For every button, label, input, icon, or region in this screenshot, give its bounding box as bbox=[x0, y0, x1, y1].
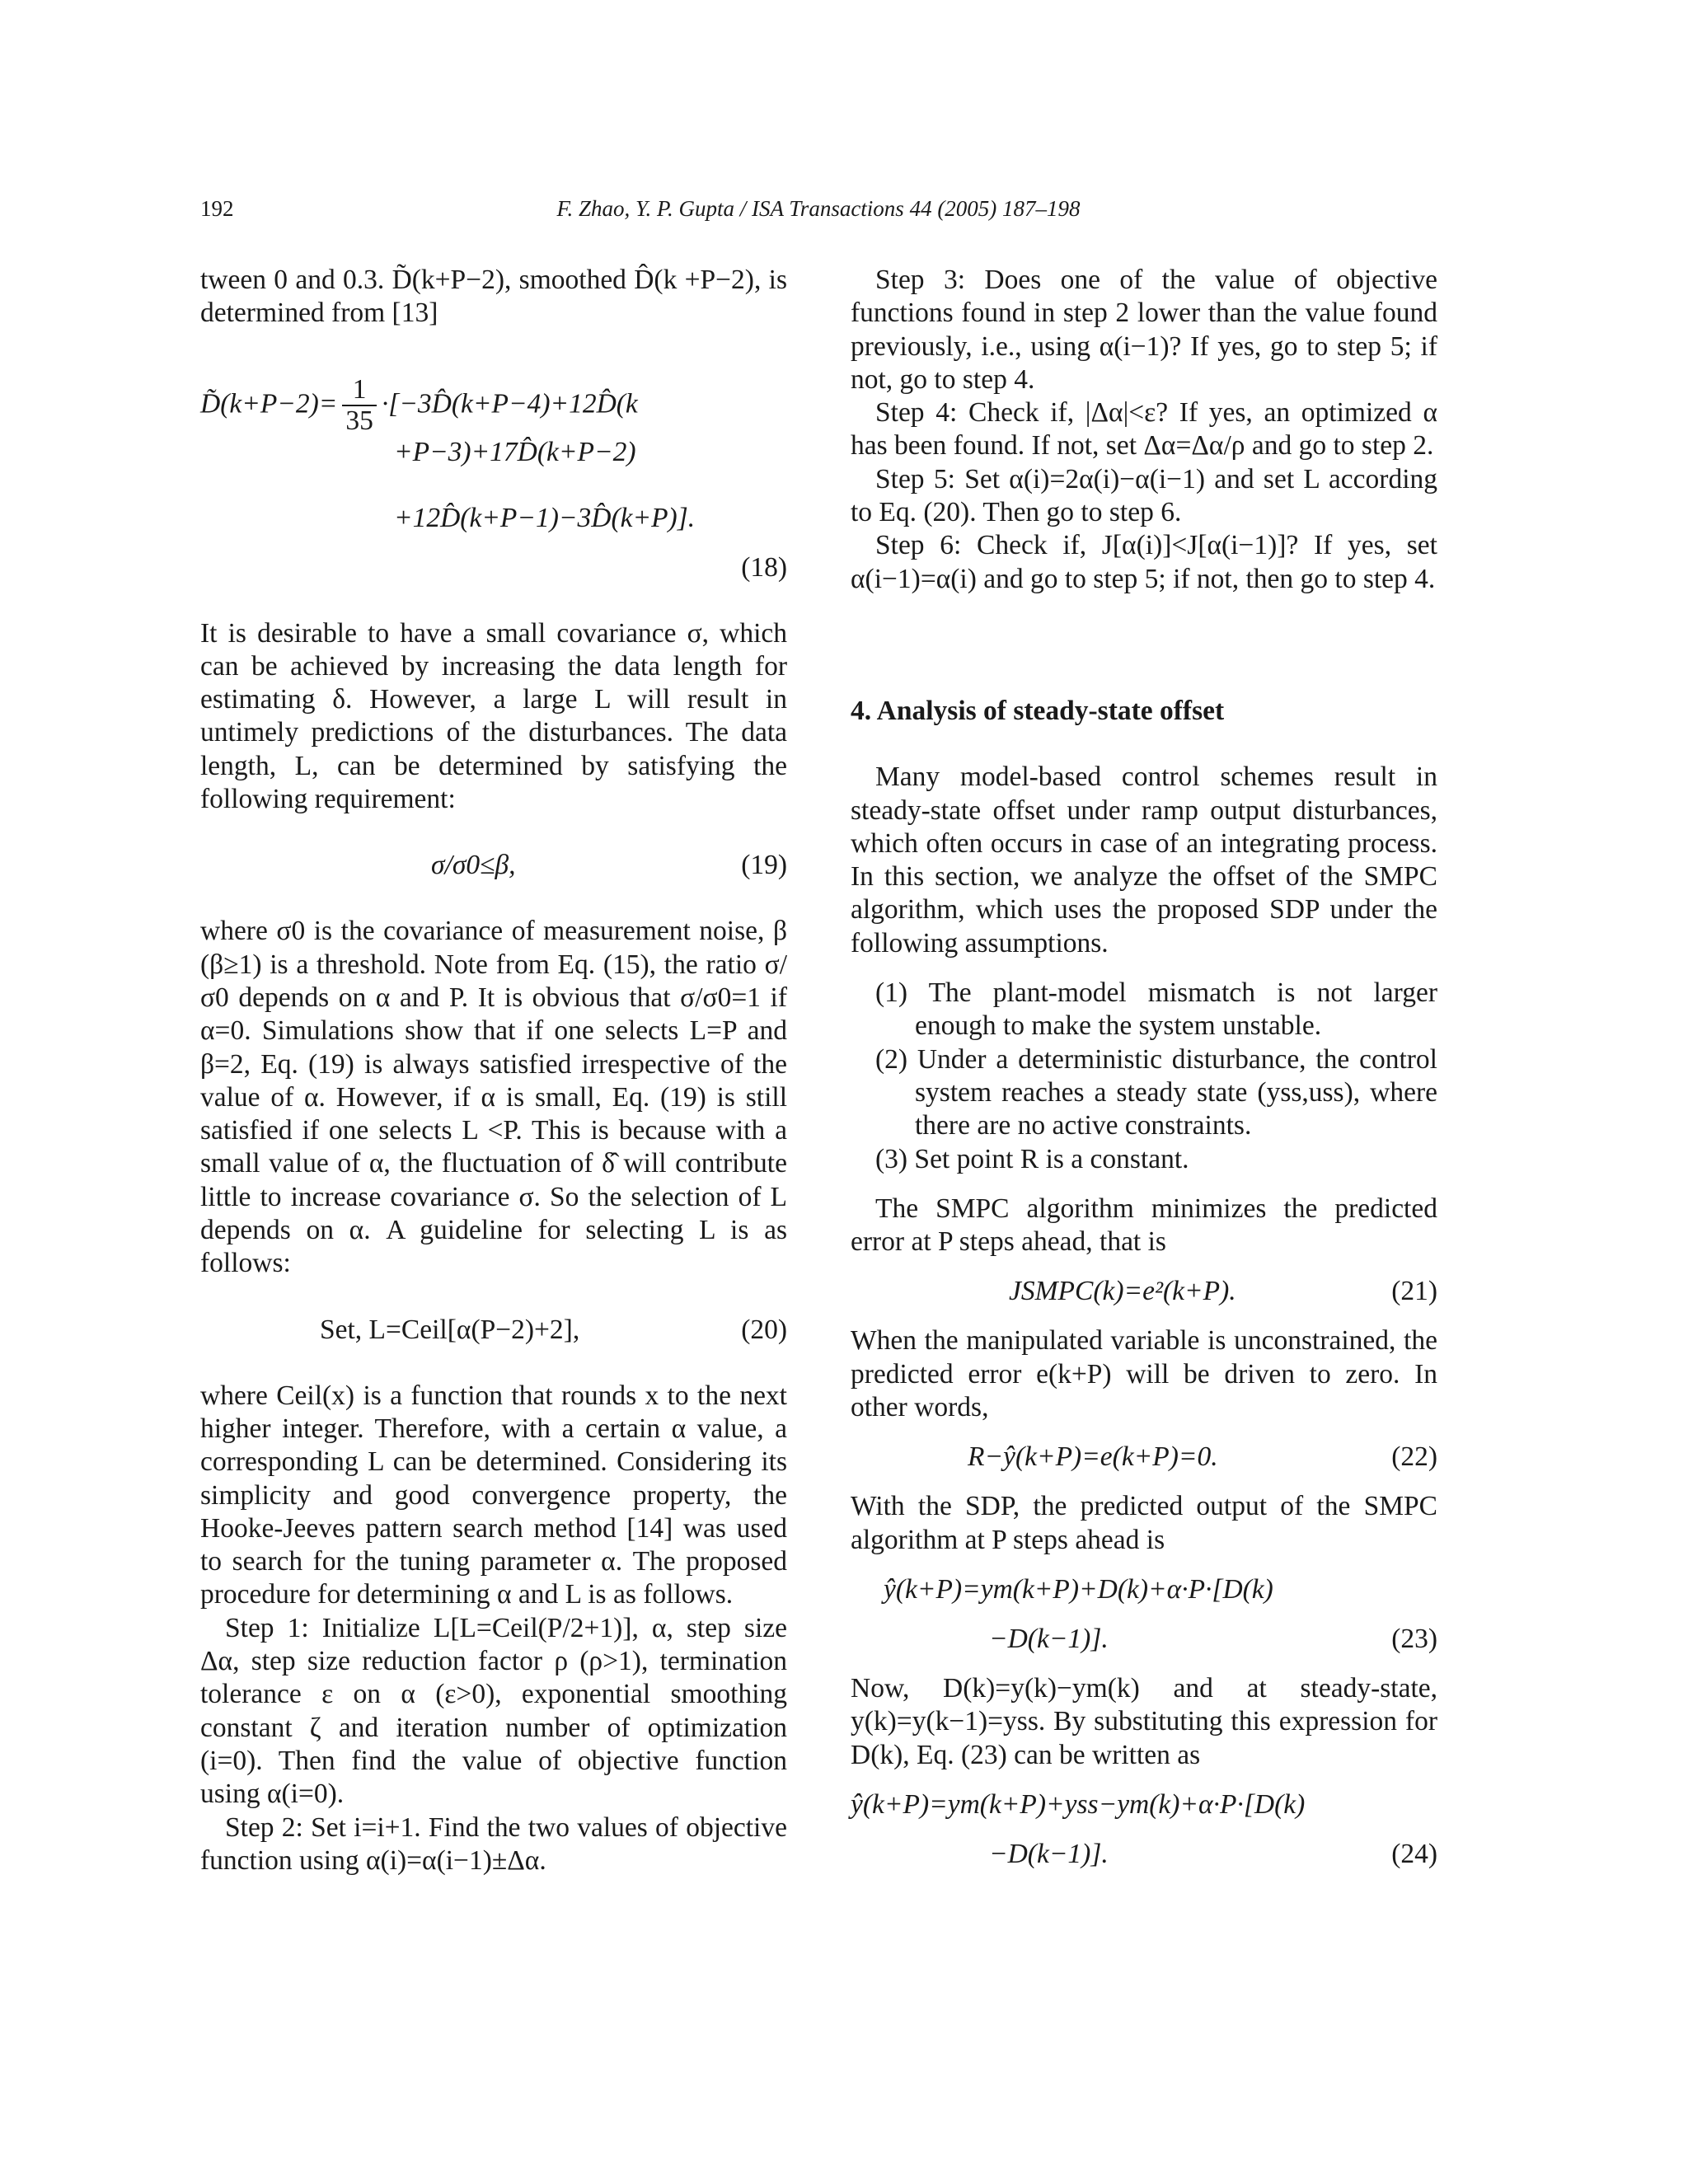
step-6: Step 6: Check if, J[α(i)]<J[α(i−1)]? If yes, set α(i−1)=α(i) and go to step 5; if not, then go to step 4. bbox=[851, 530, 1437, 594]
step-1: Step 1: Initialize L[L=Ceil(P/2+1)], α, step size Δα, step size reduction factor ρ (ρ>1), termination tolerance ε on α (ε>0), exponential smoothing constant ζ and iteration number of optimization (i=0). Then find the value of objective function using α(i=0). bbox=[200, 1612, 787, 1810]
eq18-rhs: ·[−3D̂(k+P−4)+12D̂(k bbox=[381, 388, 638, 419]
eq23-number: (23) bbox=[1391, 1623, 1437, 1654]
equation-23-line1 bbox=[851, 1573, 1437, 1606]
paragraph: Many model-based control schemes result in steady-state offset under ramp output disturbances, which often occurs in case of an integrating process. In this section, we analyze the offset of the SMPC algorithm, which uses the proposed SDP under the following assumptions. bbox=[851, 762, 1437, 958]
step-4: Step 4: Check if, |Δα|<ε? If yes, an optimized α has been found. If not, set Δα=Δα/ρ and go to step 2. bbox=[851, 397, 1437, 462]
eq20-math: Set, L=Ceil[α(P−2)+2], bbox=[320, 1314, 580, 1345]
equation-20 bbox=[200, 1314, 787, 1347]
list-item: (3) Set point R is a constant. bbox=[875, 1143, 1189, 1174]
paragraph: The SMPC algorithm minimizes the predicted error at P steps ahead, that is bbox=[851, 1193, 1437, 1258]
paragraph: where Ceil(x) is a function that rounds x to the next higher integer. Therefore, with a certain α value, a corresponding L can be determined. Considering its simplicity and good convergence property, the Hooke-Jeeves pattern search method [14] was used to search for the tuning parameter α. The proposed procedure for determining α and L is as follows. bbox=[200, 1380, 787, 1610]
equation-18 bbox=[200, 363, 787, 584]
equation-24-line1 bbox=[851, 1788, 1437, 1821]
section-heading: 4. Analysis of steady-state offset bbox=[851, 695, 1225, 726]
assumption-list bbox=[851, 977, 1437, 1176]
step-2: Step 2: Set i=i+1. Find the two values of objective function using α(i)=α(i−1)±Δα. bbox=[200, 1811, 787, 1876]
paragraph: Now, D(k)=y(k)−ym(k) and at steady-state, y(k)=y(k−1)=yss. By substituting this expression for D(k), Eq. (23) can be written as bbox=[851, 1672, 1437, 1770]
eq24-line2: −D(k−1)]. bbox=[989, 1838, 1109, 1869]
paragraph: When the manipulated variable is unconstrained, the predicted error e(k+P) will be driven to zero. In other words, bbox=[851, 1325, 1437, 1423]
eq24-line1: ŷ(k+P)=ym(k+P)+yss−ym(k)+α·P·[D(k) bbox=[851, 1788, 1306, 1820]
step-3: Step 3: Does one of the value of objective functions found in step 2 lower than the value found previously, i.e., using α(i−1)? If yes, go to step 5; if not, go to step 4. bbox=[851, 265, 1437, 395]
equation-19 bbox=[200, 849, 787, 882]
eq22-math: R−ŷ(k+P)=e(k+P)=0. bbox=[968, 1441, 1218, 1473]
paragraph: It is desirable to have a small covariance σ, which can be achieved by increasing the data length for estimating δ. However, a large L will result in untimely predictions of the disturbances. The data length, L, can be determined by satisfying the following requirement: bbox=[200, 617, 787, 815]
page-number: 192 bbox=[200, 196, 234, 221]
equation-23-line2 bbox=[851, 1623, 1437, 1656]
list-item: (1) The plant-model mismatch is not larger enough to make the system unstable. bbox=[875, 977, 1437, 1042]
eq20-number: (20) bbox=[741, 1314, 787, 1345]
eq18-number: (18) bbox=[741, 551, 787, 583]
equation-22 bbox=[851, 1441, 1437, 1474]
paragraph: With the SDP, the predicted output of the SMPC algorithm at P steps ahead is bbox=[851, 1491, 1437, 1555]
page-header bbox=[200, 196, 1437, 229]
eq19-number: (19) bbox=[741, 850, 787, 881]
eq21-math: JSMPC(k)=e²(k+P). bbox=[1009, 1276, 1236, 1307]
running-title: F. Zhao, Y. P. Gupta / ISA Transactions 44 (2005) 187–198 bbox=[556, 196, 1081, 221]
right-column bbox=[851, 264, 1437, 1871]
paragraph: where σ0 is the covariance of measurement noise, β (β≥1) is a threshold. Note from Eq. (15), the ratio σ/σ0 depends on α and P. It is obvious that σ/σ0=1 if α=0. Simulations show that if one selects L=P and β=2, Eq. (19) is always satisfied irrespective of the value of α. However, if α is small, Eq. (19) is still satisfied if one selects L <P. This is because with a small value of α, the fluctuation of δ̂ will contribute little to increase covariance σ. So the selection of L depends on α. A guideline for selecting L is as follows: bbox=[200, 916, 787, 1279]
left-column bbox=[200, 264, 787, 1877]
eq21-number: (21) bbox=[1391, 1276, 1437, 1307]
eq22-number: (22) bbox=[1391, 1441, 1437, 1473]
equation-21 bbox=[851, 1275, 1437, 1308]
eq24-number: (24) bbox=[1391, 1838, 1437, 1869]
eq23-line1: ŷ(k+P)=ym(k+P)+D(k)+α·P·[D(k) bbox=[884, 1573, 1273, 1605]
eq23-line2: −D(k−1)]. bbox=[989, 1623, 1109, 1654]
step-5: Step 5: Set α(i)=2α(i)−α(i−1) and set L according to Eq. (20). Then go to step 6. bbox=[851, 463, 1437, 528]
intro-paragraph: tween 0 and 0.3. D̃(k+P−2), smoothed D̂(k +P−2), is determined from [13] bbox=[200, 265, 787, 329]
list-item: (2) Under a deterministic disturbance, the control system reaches a steady state (yss,uss), where there are no active constraints. bbox=[875, 1043, 1437, 1141]
eq18-fraction: $\frac{1}{35}$ bbox=[342, 375, 377, 438]
eq19-math: σ/σ0≤β, bbox=[431, 850, 516, 881]
eq18-line3: +12D̂(k+P−1)−3D̂(k+P)]. bbox=[394, 502, 696, 533]
eq18-lhs: D̃(k+P−2)= bbox=[200, 388, 338, 419]
eq18-line2: +P−3)+17D̂(k+P−2) bbox=[394, 436, 636, 467]
equation-24-line2 bbox=[851, 1838, 1437, 1871]
